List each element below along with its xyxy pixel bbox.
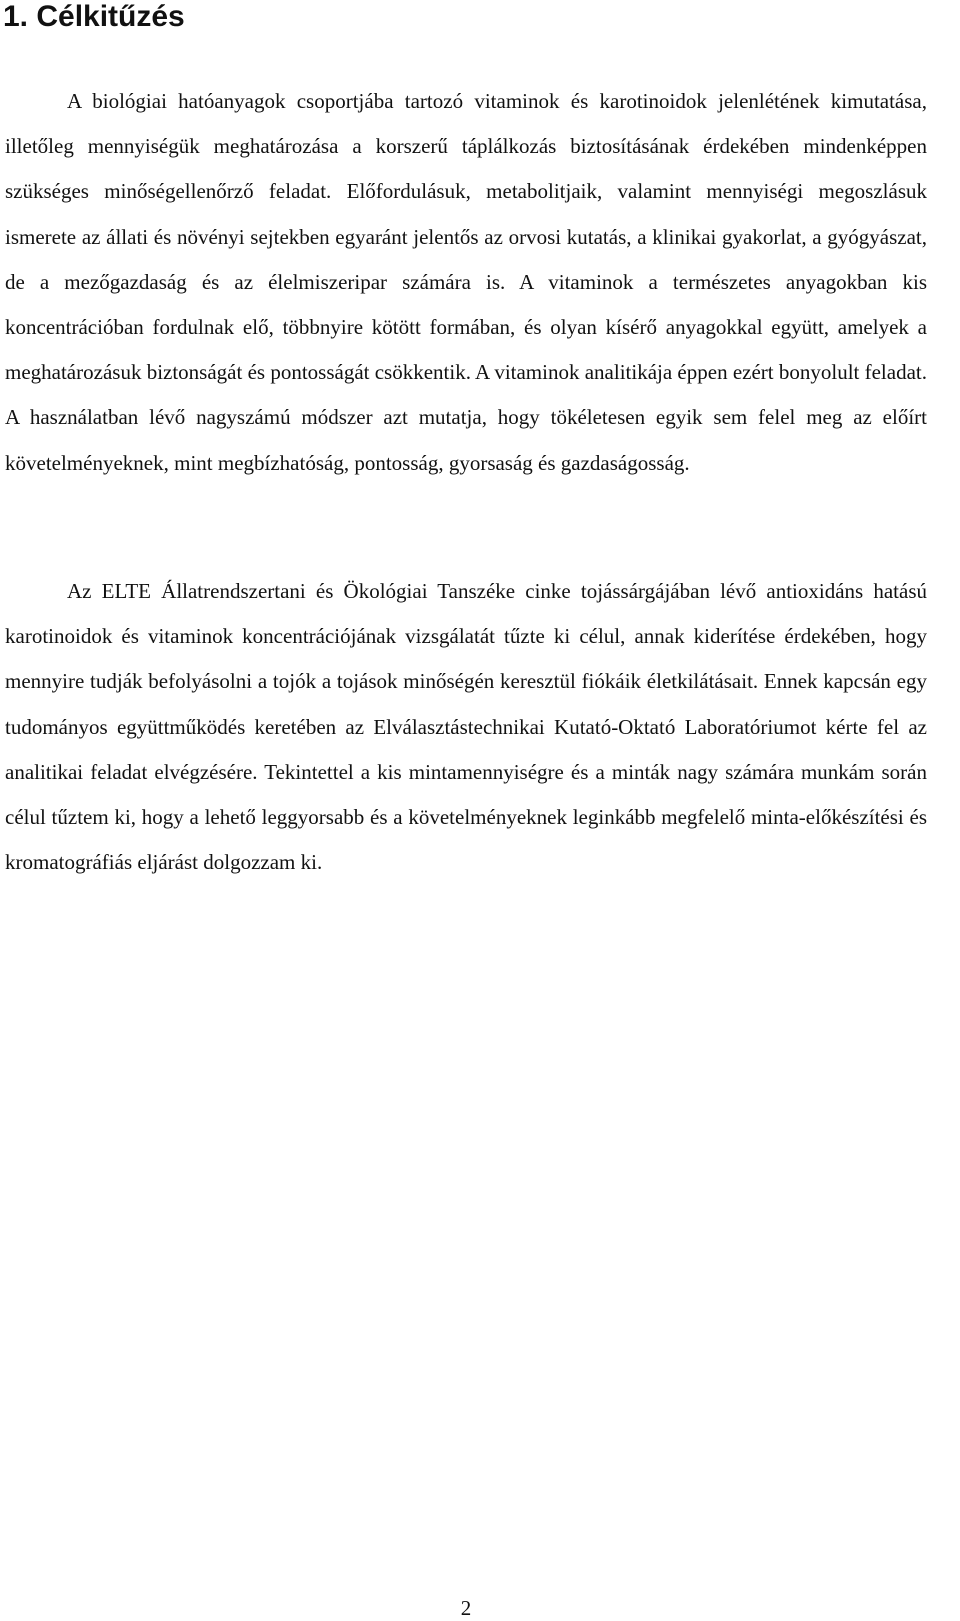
page-number: 2 — [460, 1596, 472, 1620]
paragraph-intro: A biológiai hatóanyagok csoportjába tartozó vitaminok és karotinoidok jelenlétének kimutatása, illetőleg mennyiségük meghatározása a korszerű táplálkozás biztosításának érdekében mindenképpen szükséges minőségellenőrző feladat. Előfordulásuk, metabolitjaik, valamint mennyiségi megoszlásuk ismerete az állati és növényi sejtekben egyaránt jelentős az orvosi kutatás, a klinikai gyakorlat, a gyógyászat, de a mezőgazdaság és az élelmiszeripar számára is. A vitaminok a természetes anyagokban kis koncentrációban fordulnak elő, többnyire kötött formában, és olyan kísérő anyagokkal együtt, amelyek a meghatározásuk biztonságát és pontosságát csökkentik. A vitaminok analitikája éppen ezért bonyolult feladat. A használatban lévő nagyszámú módszer azt mutatja, hogy tökéletesen egyik sem felel meg az előírt követelményeknek, mint megbízhatóság, pontosság, gyorsaság és gazdaságosság. — [5, 89, 927, 475]
section-heading: 1. Célkitűzés — [3, 0, 185, 33]
paragraph-objective: Az ELTE Állatrendszertani és Ökológiai Tanszéke cinke tojássárgájában lévő antioxidáns hatású karotinoidok és vitaminok koncentrációjának vizsgálatát tűzte ki célul, annak kiderítése érdekében, hogy mennyire tudják befolyásolni a tojók a tojások minőségén keresztül fiókáik életkilátásait. Ennek kapcsán egy tudományos együttműködés keretében az Elválasztástechnikai Kutató-Oktató Laboratóriumot kérte fel az analitikai feladat elvégzésére. Tekintettel a kis mintamennyiségre és a minták nagy számára munkám során célul tűztem ki, hogy a lehető leggyorsabb és a követelményeknek leginkább megfelelő minta-előkészítési és kromatográfiás eljárást dolgozzam ki. — [5, 579, 927, 875]
